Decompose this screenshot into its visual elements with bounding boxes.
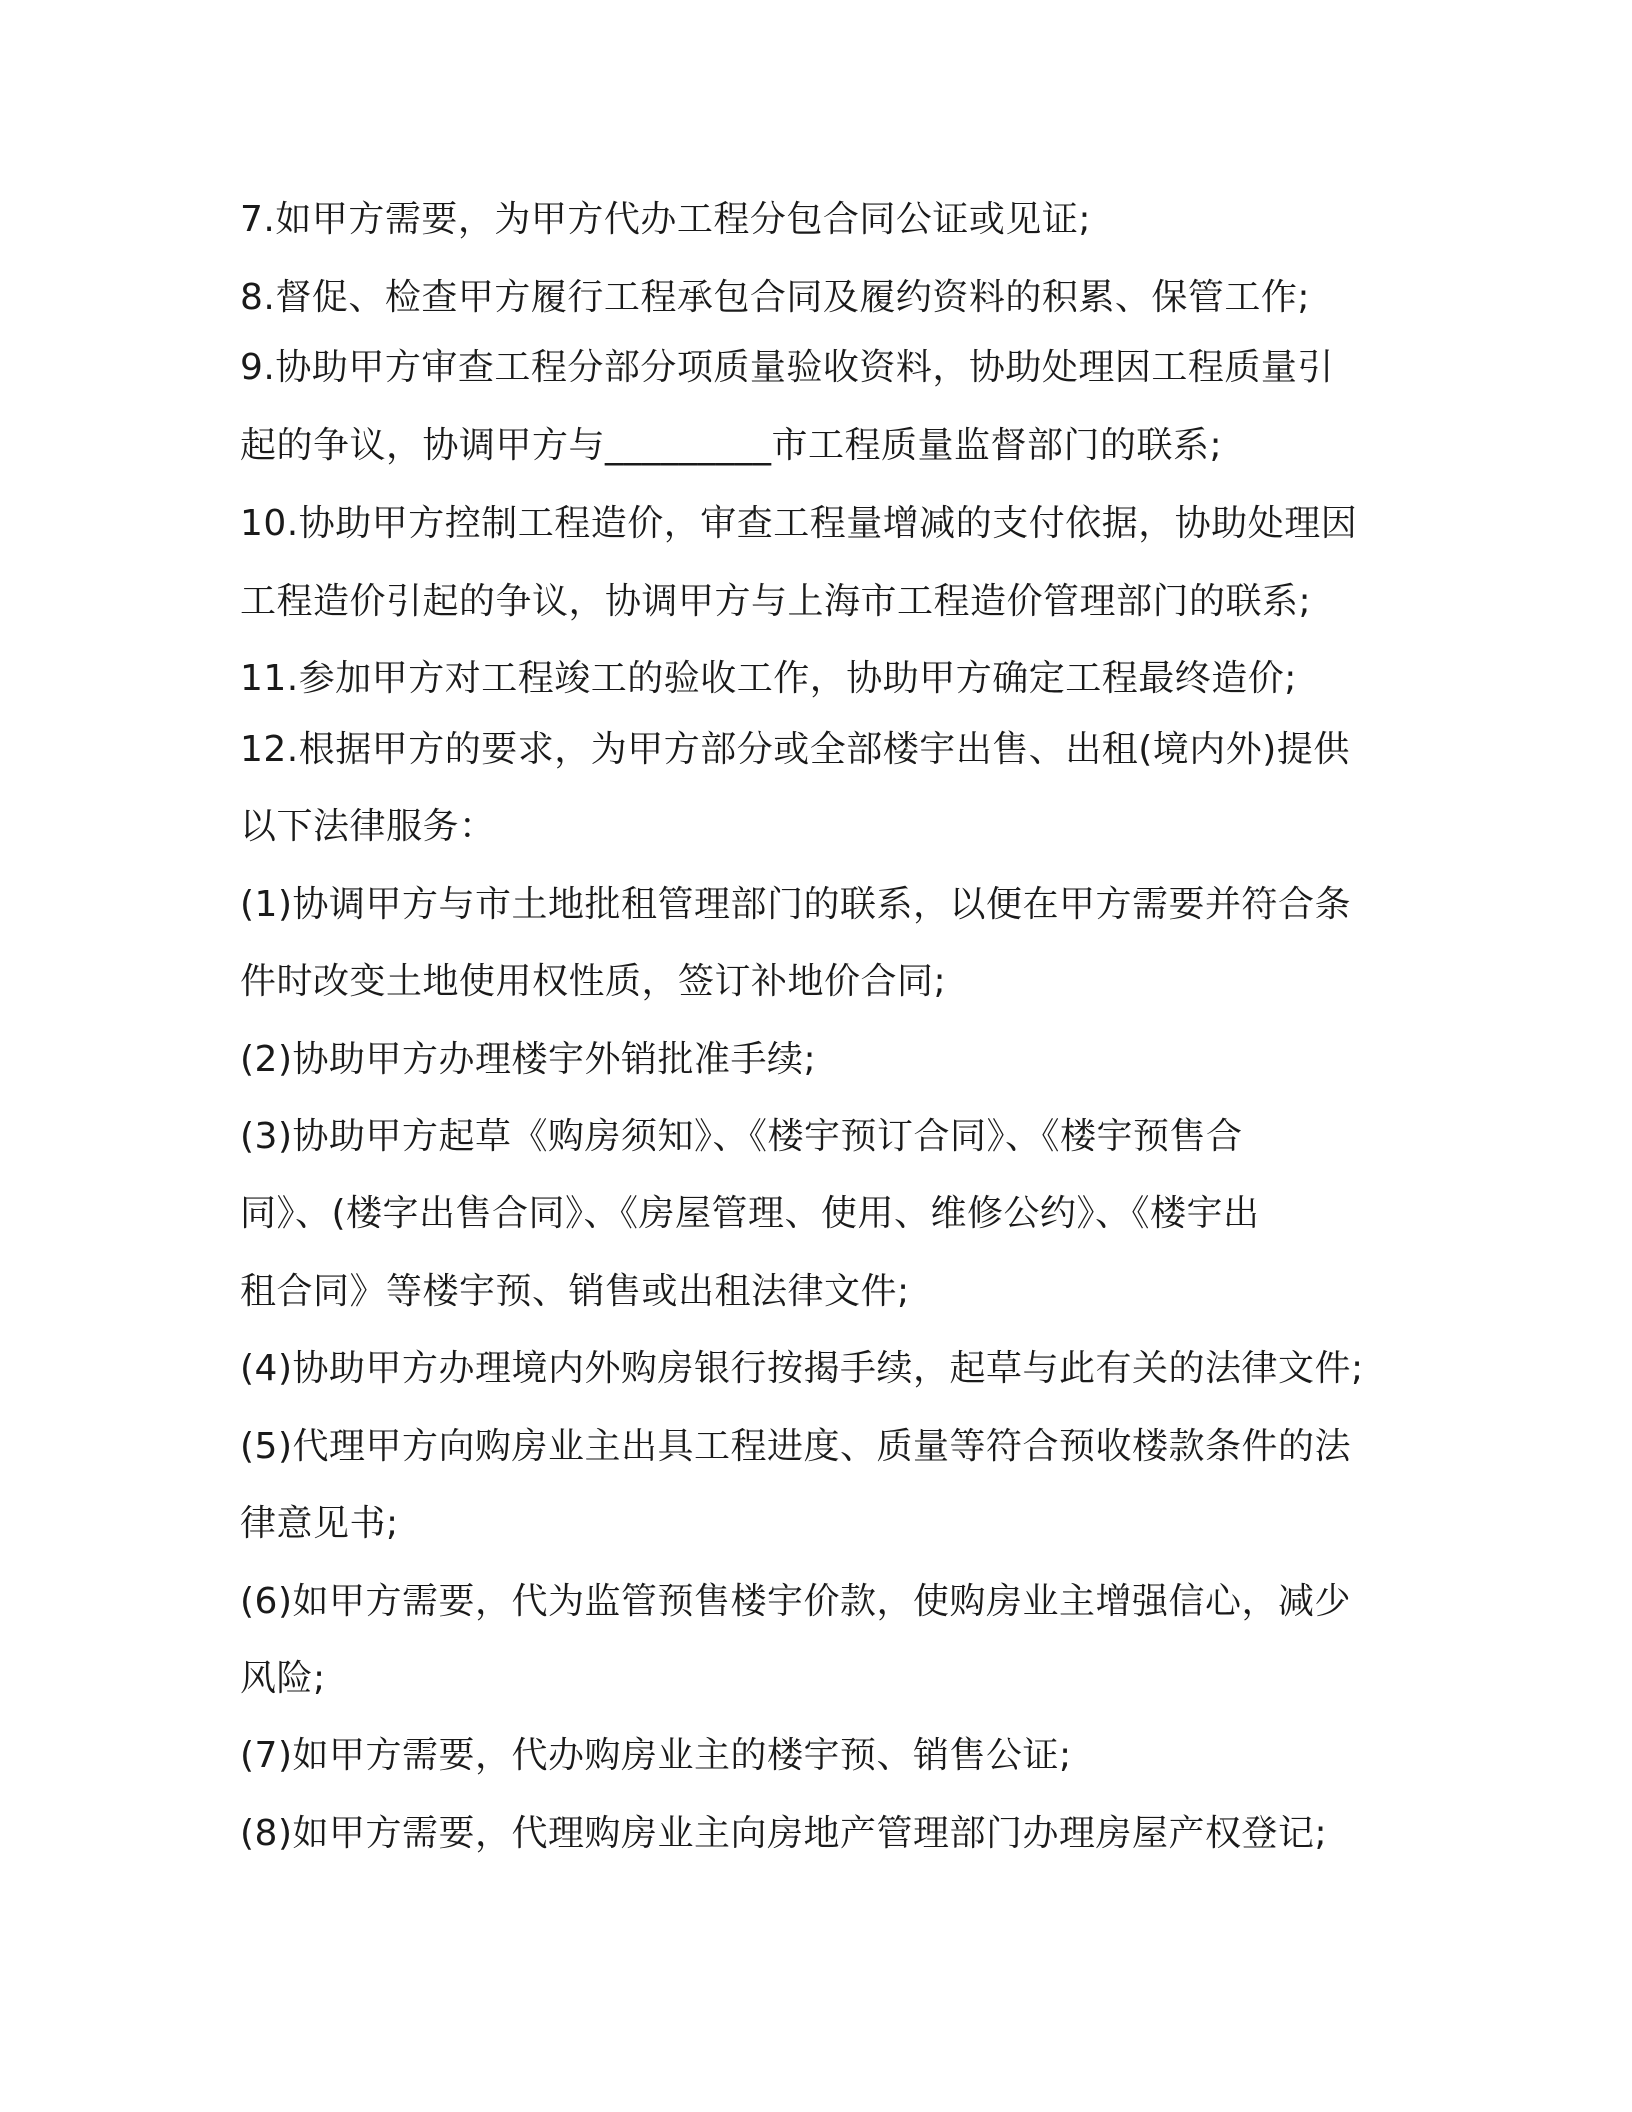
text-line-item-7: 7.如甲方需要，为甲方代办工程分包合同公证或见证; <box>240 199 1091 240</box>
text-line-item-9: 9.协助甲方审查工程分部分项质量验收资料，协助处理因工程质量引 <box>240 347 1334 388</box>
text-line-sub-1-cont: 件时改变土地使用权性质，签订补地价合同; <box>240 961 947 1002</box>
text-line-sub-4: (4)协助甲方办理境内外购房银行按揭手续，起草与此有关的法律文件; <box>240 1348 1364 1389</box>
text-line-item-11: 11.参加甲方对工程竣工的验收工作，协助甲方确定工程最终造价; <box>240 658 1297 699</box>
text-line-sub-5-cont: 律意见书; <box>240 1503 399 1544</box>
text-line-sub-6-cont: 风险; <box>240 1658 326 1699</box>
text-line-sub-8: (8)如甲方需要，代理购房业主向房地产管理部门办理房屋产权登记; <box>240 1813 1328 1854</box>
text-line-sub-1: (1)协调甲方与市土地批租管理部门的联系，以便在甲方需要并符合条 <box>240 884 1351 925</box>
text-line-item-9-cont: 起的争议，协调甲方与_________市工程质量监督部门的联系; <box>240 425 1223 466</box>
text-line-sub-3: (3)协助甲方起草《购房须知》、《楼宇预订合同》、《楼宇预售合 <box>240 1116 1243 1157</box>
text-line-item-12-cont: 以下法律服务： <box>240 806 496 847</box>
text-line-sub-6: (6)如甲方需要，代为监管预售楼宇价款，使购房业主增强信心，减少 <box>240 1581 1351 1622</box>
text-line-item-10-cont: 工程造价引起的争议，协调甲方与上海市工程造价管理部门的联系; <box>240 581 1312 622</box>
text-line-sub-7: (7)如甲方需要，代办购房业主的楼宇预、销售公证; <box>240 1735 1072 1776</box>
text-line-item-12: 12.根据甲方的要求，为甲方部分或全部楼宇出售、出租(境内外)提供 <box>240 729 1350 770</box>
text-line-item-8: 8.督促、检查甲方履行工程承包合同及履约资料的积累、保管工作; <box>240 277 1310 318</box>
text-line-sub-2: (2)协助甲方办理楼宇外销批准手续; <box>240 1039 817 1080</box>
text-line-item-10: 10.协助甲方控制工程造价，审查工程量增减的支付依据，协助处理因 <box>240 503 1358 544</box>
text-line-sub-3-cont-b: 租合同》等楼宇预、销售或出租法律文件; <box>240 1271 910 1312</box>
text-line-sub-5: (5)代理甲方向购房业主出具工程进度、质量等符合预收楼款条件的法 <box>240 1426 1351 1467</box>
text-line-sub-3-cont-a: 同》、(楼字出售合同》、《房屋管理、使用、维修公约》、《楼宇出 <box>240 1193 1260 1234</box>
